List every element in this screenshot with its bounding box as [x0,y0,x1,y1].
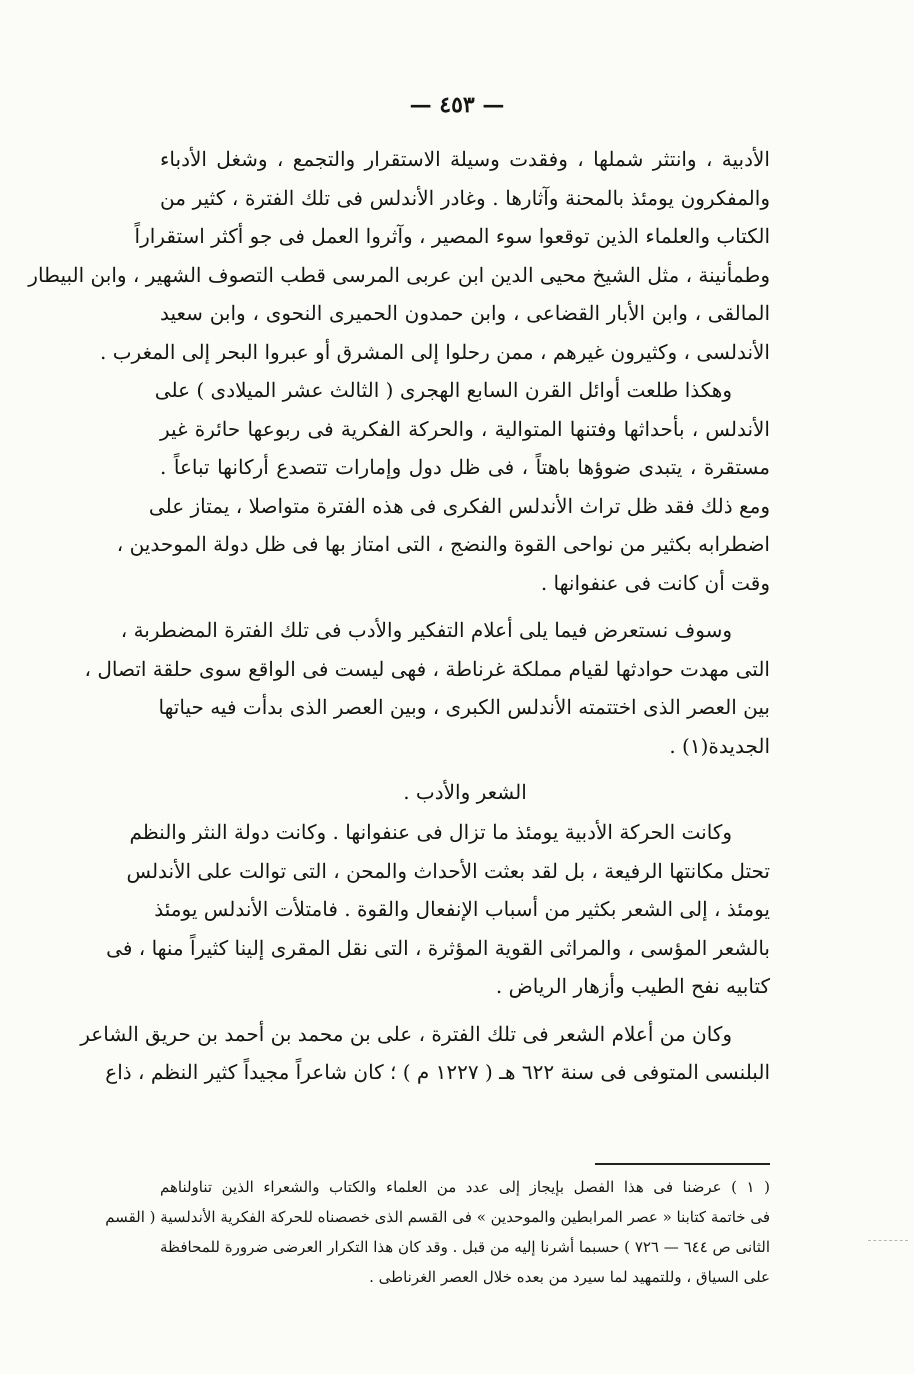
text-line: وهكذا طلعت أوائل القرن السابع الهجرى ( الثالث عشر الميلادى ) على [154,378,732,402]
text-line: والمفكرون يومئذ بالمحنة وآثارها . وغادر الأندلس فى تلك الفترة ، كثير من [160,185,770,210]
paragraph [84,611,770,765]
text-line: الجديدة(١) . [669,733,770,758]
body-text [28,140,770,1092]
text-line: يومئذ ، إلى الشعر بكثير من أسباب الإنفعال والقوة . فامتلأت الأندلس يومئذ [154,897,770,921]
paragraph [80,1015,770,1092]
footnote-line: على السياق ، وللتمهيد لما سيرد من بعده خلال العصر الغرناطى . [369,1268,770,1286]
paragraph [116,371,770,602]
section-heading: الشعر والأدب . [403,780,527,804]
text-line: الأندلس ، بأحداثها وفتنها المتوالية ، والحركة الفكرية فى ربوعها حائرة غير [160,416,770,441]
margin-mark [868,1240,908,1241]
text-line: وقت أن كانت فى عنفوانها . [540,570,770,595]
text-line: الأندلسى ، وكثيرون غيرهم ، ممن رحلوا إلى المشرق أو عبروا البحر إلى المغرب . [100,339,770,364]
text-line: وكانت الحركة الأدبية يومئذ ما تزال فى عنفوانها . وكانت دولة النثر والنظم [129,820,732,844]
text-line: مستقرة ، يتبدى ضوؤها باهتاً ، فى ظل دول وإمارات تتصدع أركانها تباعاً . [160,455,770,479]
paragraph [106,813,770,1006]
text-line: وسوف نستعرض فيما يلى أعلام التفكير والأدب فى تلك الفترة المضطربة ، [120,618,732,642]
footnote-line: فى خاتمة كتابنا « عصر المرابطين والموحدين » فى القسم الذى خصصناه للحركة الفكرية الأندلسية ( القسم [105,1208,770,1226]
text-line: المالقى ، وابن الأبار القضاعى ، وابن حمدون الحميرى النحوى ، وابن سعيد [160,301,770,325]
text-line: بين العصر الذى اختتمته الأندلس الكبرى ، وبين العصر الذى بدأت فيه حياتها [158,695,770,719]
footnote-divider [595,1163,770,1165]
text-line: التى مهدت حوادثها لقيام مملكة غرناطة ، فهى ليست فى الواقع سوى حلقة اتصال ، [84,656,770,681]
text-line: اضطرابه بكثير من نواحى القوة والنضج ، التى امتاز بها فى ظل دولة الموحدين ، [116,532,770,556]
text-line: كتابيه نفح الطيب وأزهار الرياض . [495,974,770,998]
footnote [105,1172,770,1292]
text-line: الكتاب والعلماء الذين توقعوا سوء المصير ، وآثروا العمل فى جو أكثر استقراراً [134,224,770,248]
paragraph [28,140,770,371]
page-number: — ٤٥٣ — [409,92,505,118]
text-line: ومع ذلك فقد ظل تراث الأندلس الفكرى فى هذه الفترة متواصلا ، يمتاز على [148,493,770,518]
text-line: وكان من أعلام الشعر فى تلك الفترة ، على بن محمد بن أحمد بن حريق الشاعر [80,1021,732,1046]
footnote-line: الثانى ص ٦٤٤ — ٧٢٦ ) حسبما أشرنا إليه من قبل . وقد كان هذا التكرار العرضى ضرورة للمحافظة [160,1238,770,1256]
text-line: وطمأنينة ، مثل الشيخ محيى الدين ابن عربى المرسى قطب التصوف الشهير ، وابن البيطار [28,262,770,287]
footnote-line: ( ١ ) عرضنا فى هذا الفصل بإيجاز إلى عدد من العلماء والكتاب والشعراء الذين تناولناهم [160,1178,770,1196]
text-line: بالشعر المؤسى ، والمراثى القوية المؤثرة ، التى نقل المقرى إلينا كثيراً منها ، فى [106,935,770,960]
text-line: تحتل مكانتها الرفيعة ، بل لقد بعثت الأحداث والمحن ، التى توالت على الأندلس [126,858,770,883]
text-line: البلنسى المتوفى فى سنة ٦٢٢ هـ ( ١٢٢٧ م ) ؛ كان شاعراً مجيداً كثير النظم ، ذاع [105,1060,770,1084]
text-line: الأدبية ، وانتثر شملها ، وفقدت وسيلة الاستقرار والتجمع ، وشغل الأدباء [160,147,770,171]
